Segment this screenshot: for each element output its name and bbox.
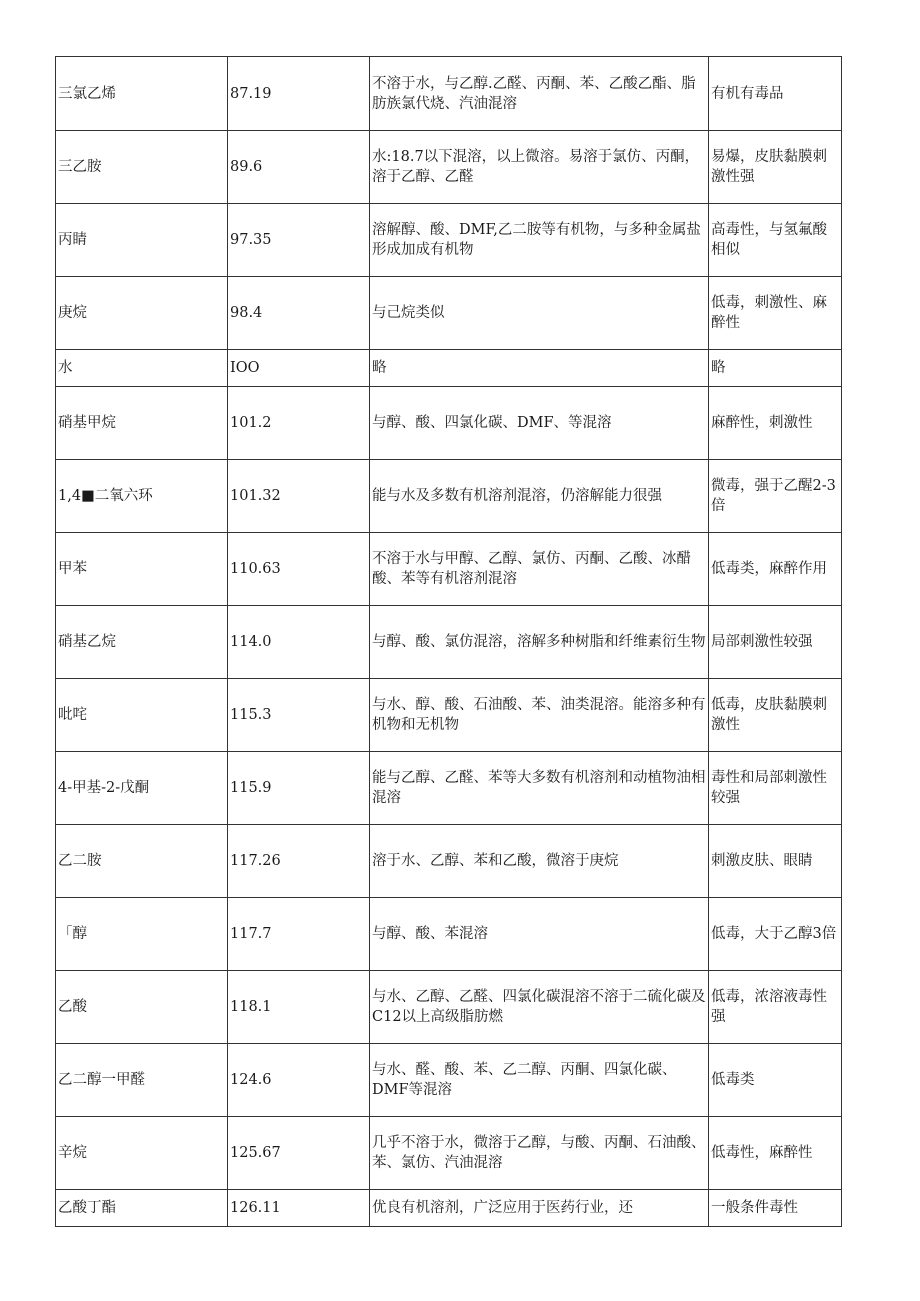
toxicity: 一般条件毒性 <box>709 1190 842 1227</box>
table-row <box>56 57 842 131</box>
solubility: 几乎不溶于水，微溶于乙醇，与酸、丙酮、石油酸、苯、氯仿、汽油混溶 <box>370 1117 709 1190</box>
toxicity: 低毒类 <box>709 1044 842 1117</box>
solvent-table <box>55 56 842 1227</box>
toxicity: 刺激皮肤、眼睛 <box>709 825 842 898</box>
solubility: 溶于水、乙醇、苯和乙酸，微溶于庚烷 <box>370 825 709 898</box>
solvent-name: 硝基甲烷 <box>56 387 228 460</box>
boiling-point: 118.1 <box>228 971 370 1044</box>
solubility: 不溶于水与甲醇、乙醇、氯仿、丙酮、乙酸、冰醋酸、苯等有机溶剂混溶 <box>370 533 709 606</box>
table-row <box>56 825 842 898</box>
boiling-point: 117.26 <box>228 825 370 898</box>
solubility: 不溶于水，与乙醇.乙醛、丙酮、苯、乙酸乙酯、脂肪族氯代烧、汽油混溶 <box>370 57 709 131</box>
boiling-point: 115.3 <box>228 679 370 752</box>
solubility: 与水、醇、酸、石油酸、苯、油类混溶。能溶多种有机物和无机物 <box>370 679 709 752</box>
table-row <box>56 204 842 277</box>
solubility: 与己烷类似 <box>370 277 709 350</box>
boiling-point: 98.4 <box>228 277 370 350</box>
boiling-point: 126.11 <box>228 1190 370 1227</box>
table-row <box>56 752 842 825</box>
solvent-name: 乙二醇一甲醛 <box>56 1044 228 1117</box>
toxicity: 略 <box>709 350 842 387</box>
boiling-point: 114.0 <box>228 606 370 679</box>
solvent-name: 乙二胺 <box>56 825 228 898</box>
toxicity: 低毒，刺激性、麻醉性 <box>709 277 842 350</box>
boiling-point: 110.63 <box>228 533 370 606</box>
solubility: 溶解醇、酸、DMF,乙二胺等有机物，与多种金属盐形成加成有机物 <box>370 204 709 277</box>
solvent-name: 三乙胺 <box>56 131 228 204</box>
solvent-name: 水 <box>56 350 228 387</box>
table-row <box>56 1117 842 1190</box>
boiling-point: 117.7 <box>228 898 370 971</box>
boiling-point: 87.19 <box>228 57 370 131</box>
solubility: 能与乙醇、乙醛、苯等大多数有机溶剂和动植物油相混溶 <box>370 752 709 825</box>
solvent-name: 「醇 <box>56 898 228 971</box>
solubility: 略 <box>370 350 709 387</box>
toxicity: 易爆，皮肤黏膜刺激性强 <box>709 131 842 204</box>
table-row <box>56 350 842 387</box>
toxicity: 微毒，强于乙醒2-3倍 <box>709 460 842 533</box>
solvent-name: 辛烷 <box>56 1117 228 1190</box>
solubility: 与水、醛、酸、苯、乙二醇、丙酮、四氯化碳、DMF等混溶 <box>370 1044 709 1117</box>
table-row <box>56 971 842 1044</box>
boiling-point: IOO <box>228 350 370 387</box>
boiling-point: 115.9 <box>228 752 370 825</box>
boiling-point: 101.32 <box>228 460 370 533</box>
solvent-name: 4-甲基-2-戊酮 <box>56 752 228 825</box>
toxicity: 低毒性，麻醉性 <box>709 1117 842 1190</box>
toxicity: 低毒，大于乙醇3倍 <box>709 898 842 971</box>
solubility: 与醇、酸、苯混溶 <box>370 898 709 971</box>
solvent-name: 吡咤 <box>56 679 228 752</box>
solvent-name: 甲苯 <box>56 533 228 606</box>
toxicity: 低毒类，麻醉作用 <box>709 533 842 606</box>
boiling-point: 125.67 <box>228 1117 370 1190</box>
table-row <box>56 1044 842 1117</box>
boiling-point: 124.6 <box>228 1044 370 1117</box>
solubility: 水:18.7以下混溶，以上微溶。易溶于氯仿、丙酮，溶于乙醇、乙醛 <box>370 131 709 204</box>
solvent-name: 乙酸丁酯 <box>56 1190 228 1227</box>
solvent-name: 庚烷 <box>56 277 228 350</box>
solvent-name: 丙睛 <box>56 204 228 277</box>
solvent-name: 1,4■二氧六环 <box>56 460 228 533</box>
table-row <box>56 1190 842 1227</box>
table-row <box>56 131 842 204</box>
table-row <box>56 387 842 460</box>
solubility: 与醇、酸、四氯化碳、DMF、等混溶 <box>370 387 709 460</box>
solvent-name: 硝基乙烷 <box>56 606 228 679</box>
solubility: 与水、乙醇、乙醛、四氯化碳混溶不溶于二硫化碳及C12以上高级脂肪燃 <box>370 971 709 1044</box>
table-row <box>56 606 842 679</box>
solvent-name: 乙酸 <box>56 971 228 1044</box>
table-row <box>56 679 842 752</box>
toxicity: 低毒，皮肤黏膜刺激性 <box>709 679 842 752</box>
table-row <box>56 533 842 606</box>
solvent-name: 三氯乙烯 <box>56 57 228 131</box>
solubility: 优良有机溶剂，广泛应用于医药行业，还 <box>370 1190 709 1227</box>
toxicity: 毒性和局部刺激性较强 <box>709 752 842 825</box>
boiling-point: 101.2 <box>228 387 370 460</box>
toxicity: 低毒，浓溶液毒性强 <box>709 971 842 1044</box>
toxicity: 局部刺激性较强 <box>709 606 842 679</box>
table-row <box>56 898 842 971</box>
toxicity: 麻醉性，刺激性 <box>709 387 842 460</box>
boiling-point: 97.35 <box>228 204 370 277</box>
table-row <box>56 277 842 350</box>
table-row <box>56 460 842 533</box>
toxicity: 有机有毒品 <box>709 57 842 131</box>
toxicity: 高毒性，与氢氟酸相似 <box>709 204 842 277</box>
boiling-point: 89.6 <box>228 131 370 204</box>
solubility: 与醇、酸、氯仿混溶，溶解多种树脂和纤维素衍生物 <box>370 606 709 679</box>
solubility: 能与水及多数有机溶剂混溶，仍溶解能力很强 <box>370 460 709 533</box>
